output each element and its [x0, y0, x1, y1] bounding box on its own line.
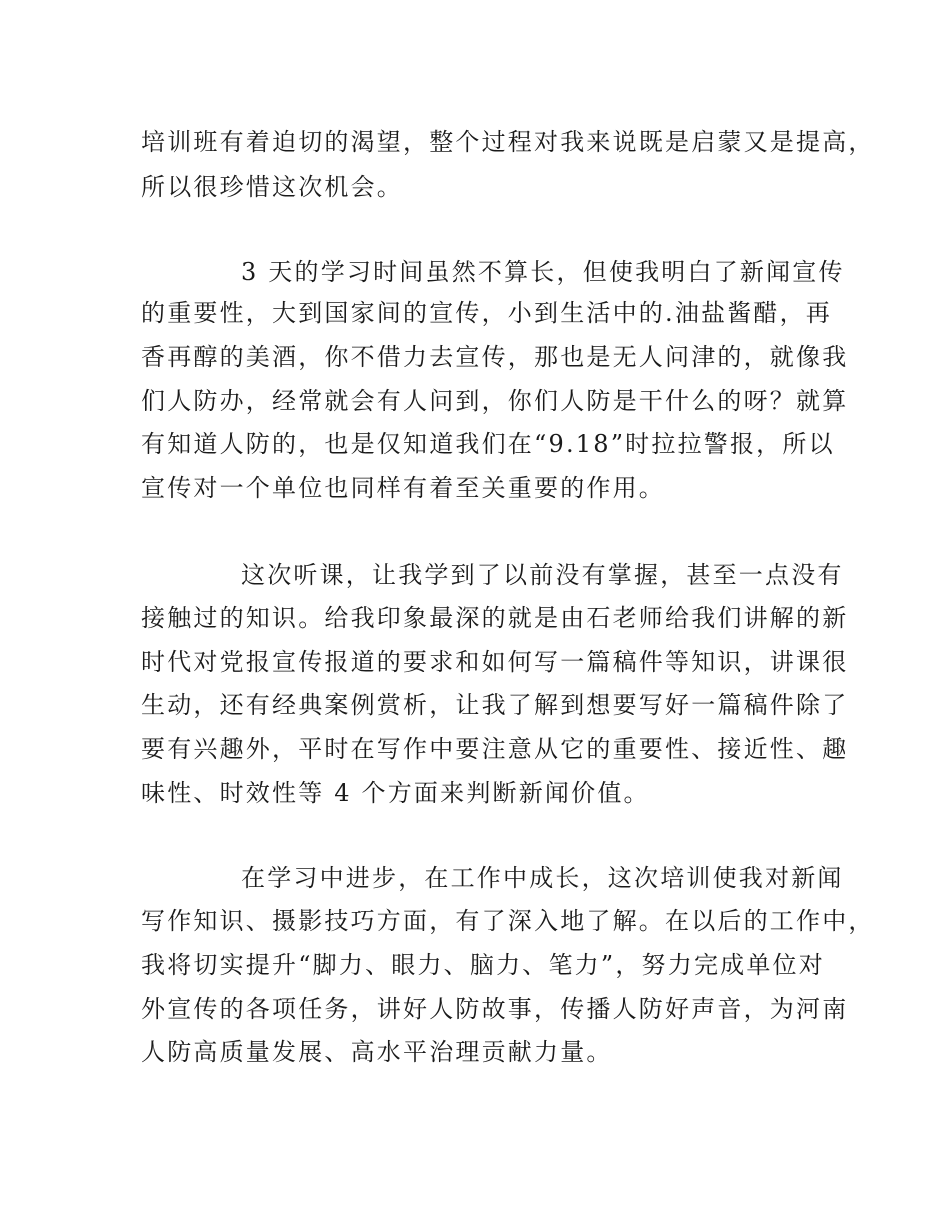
paragraph-1-line-2: 所以很珍惜这次机会。 — [141, 173, 403, 201]
paragraph-3-line-2: 接触过的知识。给我印象最深的就是由石老师给我们讲解的新 — [141, 604, 849, 632]
paragraph-3-line-4: 生动，还有经典案例赏析，让我了解到想要写好一篇稿件除了 — [141, 691, 849, 719]
paragraph-4-line-3: 我将切实提升“脚力、眼力、脑力、笔力”，努力完成单位对 — [141, 951, 825, 979]
paragraph-2-line-2: 的重要性，大到国家间的宣传，小到生活中的.油盐酱醋，再 — [141, 299, 833, 327]
paragraph-3-line-5: 要有兴趣外，平时在写作中要注意从它的重要性、接近性、趣 — [141, 735, 849, 763]
paragraph-4-line-2: 写作知识、摄影技巧方面，有了深入地了解。在以后的工作中， — [141, 907, 875, 935]
paragraph-2-line-6: 宣传对一个单位也同样有着至关重要的作用。 — [141, 474, 665, 502]
paragraph-3-line-1: 这次听课，让我学到了以前没有掌握，甚至一点没有 — [241, 561, 844, 589]
paragraph-3-line-6: 味性、时效性等 4 个方面来判断新闻价值。 — [141, 779, 650, 807]
paragraph-4-line-4: 外宣传的各项任务，讲好人防故事，传播人防好声音，为河南 — [141, 995, 849, 1023]
paragraph-2-line-4: 们人防办，经常就会有人问到，你们人防是干什么的呀？就算 — [141, 387, 849, 415]
paragraph-2-line-3: 香再醇的美酒，你不借力去宣传，那也是无人问津的，就像我 — [141, 343, 849, 371]
paragraph-4-line-5: 人防高质量发展、高水平治理贡献力量。 — [141, 1038, 613, 1066]
paragraph-3-line-3: 时代对党报宣传报道的要求和如何写一篇稿件等知识，讲课很 — [141, 648, 849, 676]
paragraph-4-line-1: 在学习中进步，在工作中成长，这次培训使我对新闻 — [241, 864, 844, 892]
paragraph-2-line-5: 有知道人防的，也是仅知道我们在“9.18”时拉拉警报，所以 — [141, 430, 835, 458]
paragraph-2-line-1: 3 天的学习时间虽然不算长，但使我明白了新闻宣传 — [241, 258, 845, 286]
paragraph-1-line-1: 培训班有着迫切的渴望，整个过程对我来说既是启蒙又是提高， — [141, 128, 875, 156]
